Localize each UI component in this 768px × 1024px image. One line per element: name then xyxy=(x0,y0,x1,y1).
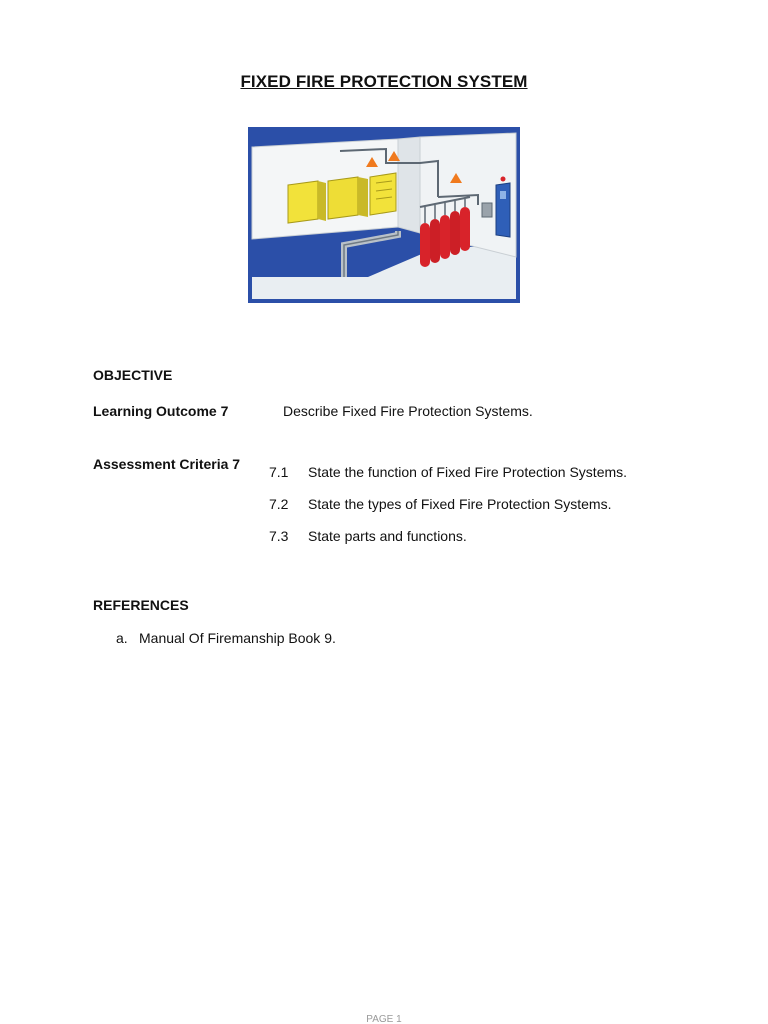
reference-text: Manual Of Firemanship Book 9. xyxy=(139,630,336,646)
learning-outcome-label: Learning Outcome 7 xyxy=(93,403,229,419)
assessment-criteria-label: Assessment Criteria 7 xyxy=(93,456,241,472)
alarm-light xyxy=(501,177,506,182)
door-window xyxy=(500,191,506,199)
objective-heading: OBJECTIVE xyxy=(93,367,173,383)
criteria-item-number: 7.1 xyxy=(269,464,289,480)
page-number-label: PAGE 1 xyxy=(366,1014,402,1024)
partition-wall xyxy=(398,137,420,233)
reference-marker: a. xyxy=(116,630,128,646)
criteria-item-number: 7.2 xyxy=(269,496,289,512)
control-panel xyxy=(482,203,492,217)
document-title: FIXED FIRE PROTECTION SYSTEM xyxy=(240,72,528,91)
room-illustration-svg xyxy=(248,127,520,303)
criteria-item-number: 7.3 xyxy=(269,528,289,544)
criteria-item-text: State the types of Fixed Fire Protection Systems. xyxy=(308,496,612,512)
criteria-item-text: State parts and functions. xyxy=(308,528,467,544)
references-heading: REFERENCES xyxy=(93,597,189,613)
learning-outcome-text: Describe Fixed Fire Protection Systems. xyxy=(283,403,533,419)
criteria-item-text: State the function of Fixed Fire Protection Systems. xyxy=(308,464,628,480)
floor-shape xyxy=(252,247,516,299)
fire-suppression-room-illustration xyxy=(248,127,520,303)
